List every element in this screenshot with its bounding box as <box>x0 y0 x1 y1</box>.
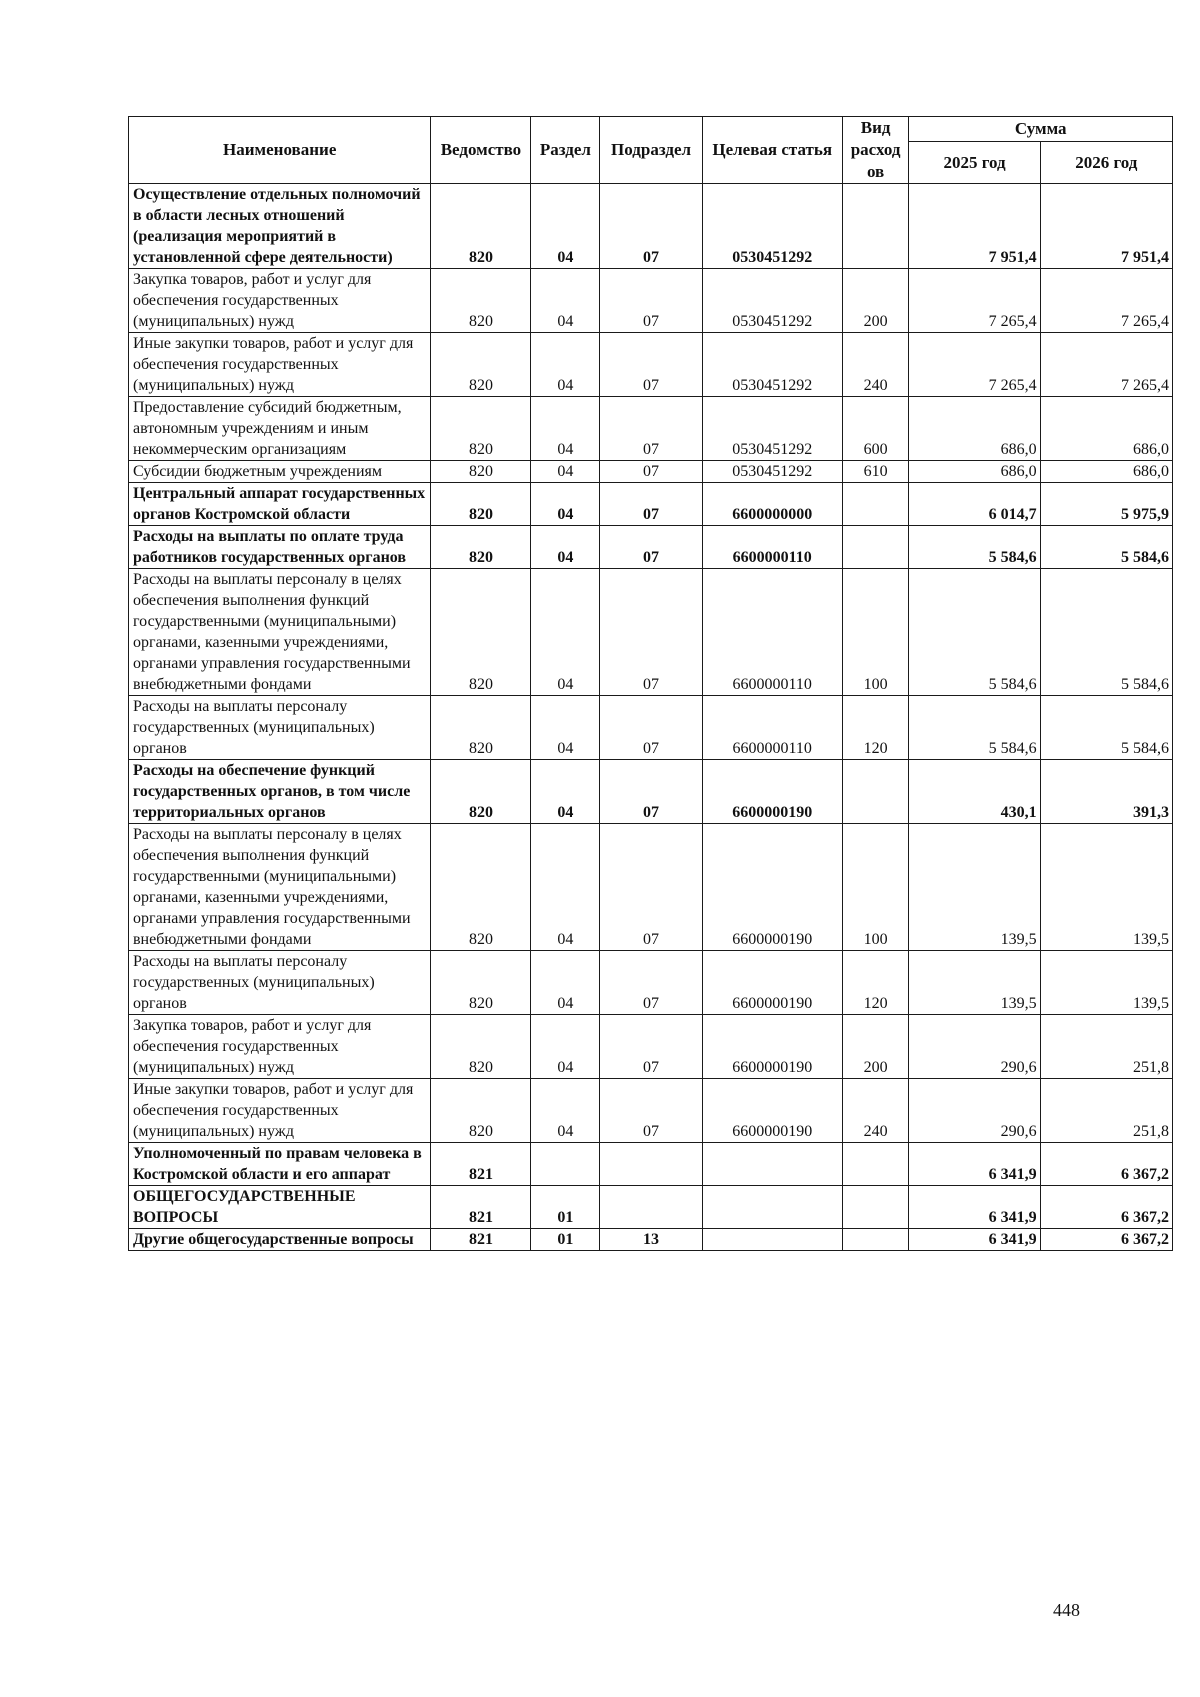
cell-sum-2025: 7 265,4 <box>909 333 1040 397</box>
cell-department: 821 <box>431 1229 531 1251</box>
cell-sum-2025: 7 951,4 <box>909 184 1040 269</box>
cell-department: 820 <box>431 483 531 526</box>
cell-sum-2026: 7 951,4 <box>1040 184 1172 269</box>
cell-department: 820 <box>431 333 531 397</box>
cell-expense-type: 240 <box>842 333 909 397</box>
cell-name: ОБЩЕГОСУДАРСТВЕННЫЕ ВОПРОСЫ <box>129 1186 431 1229</box>
cell-department: 820 <box>431 1079 531 1143</box>
cell-sum-2025: 290,6 <box>909 1015 1040 1079</box>
table-row <box>129 1143 1173 1186</box>
cell-name: Центральный аппарат государственных органов Костромской области <box>129 483 431 526</box>
cell-sum-2025: 5 584,6 <box>909 526 1040 569</box>
cell-department: 820 <box>431 696 531 760</box>
cell-section: 04 <box>531 951 600 1015</box>
table-row <box>129 526 1173 569</box>
cell-name: Иные закупки товаров, работ и услуг для обеспечения государственных (муниципальных) нужд <box>129 1079 431 1143</box>
cell-target-item: 6600000190 <box>702 760 842 824</box>
cell-section: 04 <box>531 1079 600 1143</box>
table-row <box>129 269 1173 333</box>
cell-sum-2026: 5 584,6 <box>1040 696 1172 760</box>
cell-expense-type <box>842 1186 909 1229</box>
cell-sum-2026: 7 265,4 <box>1040 269 1172 333</box>
cell-subsection: 07 <box>600 269 702 333</box>
cell-sum-2026: 391,3 <box>1040 760 1172 824</box>
cell-name: Иные закупки товаров, работ и услуг для обеспечения государственных (муниципальных) нужд <box>129 333 431 397</box>
cell-expense-type: 100 <box>842 824 909 951</box>
cell-subsection: 07 <box>600 951 702 1015</box>
cell-sum-2025: 139,5 <box>909 951 1040 1015</box>
cell-target-item: 6600000110 <box>702 569 842 696</box>
cell-section: 04 <box>531 483 600 526</box>
cell-subsection: 07 <box>600 184 702 269</box>
cell-target-item: 6600000190 <box>702 1015 842 1079</box>
cell-sum-2026: 7 265,4 <box>1040 333 1172 397</box>
cell-sum-2025: 7 265,4 <box>909 269 1040 333</box>
cell-sum-2026: 6 367,2 <box>1040 1143 1172 1186</box>
cell-expense-type: 240 <box>842 1079 909 1143</box>
cell-name: Субсидии бюджетным учреждениям <box>129 461 431 483</box>
cell-sum-2026: 139,5 <box>1040 951 1172 1015</box>
page-number: 448 <box>1053 1600 1080 1620</box>
header-name: Наименование <box>129 117 431 184</box>
cell-name: Расходы на выплаты персоналу государственных (муниципальных) органов <box>129 951 431 1015</box>
cell-subsection: 13 <box>600 1229 702 1251</box>
cell-name: Предоставление субсидий бюджетным, автономным учреждениям и иным некоммерческим организациям <box>129 397 431 461</box>
header-year-2026: 2026 год <box>1040 142 1172 184</box>
cell-subsection <box>600 1143 702 1186</box>
cell-name: Расходы на выплаты по оплате труда работников государственных органов <box>129 526 431 569</box>
cell-target-item: 0530451292 <box>702 269 842 333</box>
table-body <box>129 184 1173 1251</box>
cell-name: Расходы на выплаты персоналу в целях обеспечения выполнения функций государственными (муниципальными) органами, казенными учреждениями, органами управления государственными внебюджетными фондами <box>129 824 431 951</box>
cell-expense-type: 600 <box>842 397 909 461</box>
cell-name: Уполномоченный по правам человека в Костромской области и его аппарат <box>129 1143 431 1186</box>
cell-subsection: 07 <box>600 569 702 696</box>
table-row <box>129 1015 1173 1079</box>
cell-sum-2026: 686,0 <box>1040 397 1172 461</box>
cell-sum-2025: 6 014,7 <box>909 483 1040 526</box>
cell-name: Расходы на обеспечение функций государственных органов, в том числе территориальных органов <box>129 760 431 824</box>
cell-target-item: 6600000190 <box>702 824 842 951</box>
cell-expense-type: 120 <box>842 951 909 1015</box>
cell-department: 820 <box>431 397 531 461</box>
cell-department: 820 <box>431 269 531 333</box>
header-subsection: Подраздел <box>600 117 702 184</box>
cell-department: 820 <box>431 824 531 951</box>
cell-section: 04 <box>531 526 600 569</box>
table-row <box>129 824 1173 951</box>
cell-department: 821 <box>431 1186 531 1229</box>
table-row <box>129 1079 1173 1143</box>
cell-subsection: 07 <box>600 397 702 461</box>
header-department: Ведомство <box>431 117 531 184</box>
cell-target-item <box>702 1229 842 1251</box>
header-sum: Сумма <box>909 117 1173 142</box>
cell-sum-2026: 251,8 <box>1040 1015 1172 1079</box>
budget-table <box>128 116 1173 1251</box>
cell-target-item: 6600000190 <box>702 1079 842 1143</box>
cell-target-item: 6600000110 <box>702 526 842 569</box>
cell-section: 04 <box>531 569 600 696</box>
cell-section: 04 <box>531 824 600 951</box>
cell-subsection: 07 <box>600 760 702 824</box>
cell-expense-type: 100 <box>842 569 909 696</box>
cell-name: Другие общегосударственные вопросы <box>129 1229 431 1251</box>
cell-section: 04 <box>531 1015 600 1079</box>
table-row <box>129 461 1173 483</box>
cell-section: 04 <box>531 184 600 269</box>
cell-target-item: 0530451292 <box>702 184 842 269</box>
cell-target-item <box>702 1186 842 1229</box>
cell-section: 04 <box>531 269 600 333</box>
cell-subsection: 07 <box>600 1015 702 1079</box>
cell-sum-2025: 5 584,6 <box>909 696 1040 760</box>
cell-expense-type: 610 <box>842 461 909 483</box>
cell-department: 820 <box>431 1015 531 1079</box>
cell-expense-type <box>842 184 909 269</box>
table-header <box>129 117 1173 184</box>
cell-subsection <box>600 1186 702 1229</box>
cell-target-item <box>702 1143 842 1186</box>
table-row <box>129 951 1173 1015</box>
cell-subsection: 07 <box>600 483 702 526</box>
cell-name: Закупка товаров, работ и услуг для обеспечения государственных (муниципальных) нужд <box>129 1015 431 1079</box>
header-section: Раздел <box>531 117 600 184</box>
cell-subsection: 07 <box>600 1079 702 1143</box>
cell-subsection: 07 <box>600 824 702 951</box>
cell-sum-2025: 6 341,9 <box>909 1229 1040 1251</box>
cell-department: 820 <box>431 184 531 269</box>
cell-section: 04 <box>531 696 600 760</box>
header-expense-type: Вид расход ов <box>842 117 909 184</box>
cell-sum-2026: 251,8 <box>1040 1079 1172 1143</box>
cell-name: Осуществление отдельных полномочий в области лесных отношений (реализация мероприятий в установленной сфере деятельности) <box>129 184 431 269</box>
cell-subsection: 07 <box>600 333 702 397</box>
cell-target-item: 6600000000 <box>702 483 842 526</box>
cell-target-item: 0530451292 <box>702 333 842 397</box>
cell-section: 04 <box>531 333 600 397</box>
cell-name: Расходы на выплаты персоналу в целях обеспечения выполнения функций государственными (муниципальными) органами, казенными учреждениями, органами управления государственными внебюджетными фондами <box>129 569 431 696</box>
cell-department: 820 <box>431 461 531 483</box>
cell-expense-type <box>842 483 909 526</box>
cell-sum-2026: 6 367,2 <box>1040 1229 1172 1251</box>
cell-section: 01 <box>531 1186 600 1229</box>
budget-sheet <box>128 116 1173 1251</box>
cell-expense-type: 200 <box>842 269 909 333</box>
cell-sum-2026: 5 584,6 <box>1040 526 1172 569</box>
cell-section: 04 <box>531 461 600 483</box>
cell-department: 820 <box>431 569 531 696</box>
cell-subsection: 07 <box>600 461 702 483</box>
cell-section: 04 <box>531 760 600 824</box>
cell-sum-2026: 6 367,2 <box>1040 1186 1172 1229</box>
cell-expense-type <box>842 526 909 569</box>
cell-sum-2026: 686,0 <box>1040 461 1172 483</box>
cell-sum-2025: 430,1 <box>909 760 1040 824</box>
cell-sum-2025: 6 341,9 <box>909 1186 1040 1229</box>
cell-target-item: 0530451292 <box>702 397 842 461</box>
table-row <box>129 184 1173 269</box>
cell-target-item: 0530451292 <box>702 461 842 483</box>
table-row <box>129 569 1173 696</box>
cell-sum-2026: 139,5 <box>1040 824 1172 951</box>
cell-expense-type: 200 <box>842 1015 909 1079</box>
cell-section: 01 <box>531 1229 600 1251</box>
cell-sum-2025: 139,5 <box>909 824 1040 951</box>
cell-section: 04 <box>531 397 600 461</box>
table-row <box>129 397 1173 461</box>
table-row <box>129 1229 1173 1251</box>
table-row <box>129 1186 1173 1229</box>
cell-sum-2026: 5 975,9 <box>1040 483 1172 526</box>
cell-name: Закупка товаров, работ и услуг для обеспечения государственных (муниципальных) нужд <box>129 269 431 333</box>
cell-sum-2025: 290,6 <box>909 1079 1040 1143</box>
cell-expense-type <box>842 760 909 824</box>
cell-subsection: 07 <box>600 696 702 760</box>
table-row <box>129 483 1173 526</box>
header-target-item: Целевая статья <box>702 117 842 184</box>
cell-expense-type <box>842 1143 909 1186</box>
cell-target-item: 6600000110 <box>702 696 842 760</box>
cell-name: Расходы на выплаты персоналу государственных (муниципальных) органов <box>129 696 431 760</box>
cell-expense-type: 120 <box>842 696 909 760</box>
cell-sum-2025: 686,0 <box>909 397 1040 461</box>
cell-sum-2025: 686,0 <box>909 461 1040 483</box>
cell-department: 821 <box>431 1143 531 1186</box>
cell-target-item: 6600000190 <box>702 951 842 1015</box>
cell-sum-2026: 5 584,6 <box>1040 569 1172 696</box>
table-row <box>129 333 1173 397</box>
cell-expense-type <box>842 1229 909 1251</box>
cell-sum-2025: 6 341,9 <box>909 1143 1040 1186</box>
cell-subsection: 07 <box>600 526 702 569</box>
cell-department: 820 <box>431 760 531 824</box>
cell-sum-2025: 5 584,6 <box>909 569 1040 696</box>
cell-department: 820 <box>431 526 531 569</box>
cell-department: 820 <box>431 951 531 1015</box>
header-year-2025: 2025 год <box>909 142 1040 184</box>
table-row <box>129 760 1173 824</box>
table-row <box>129 696 1173 760</box>
cell-section <box>531 1143 600 1186</box>
